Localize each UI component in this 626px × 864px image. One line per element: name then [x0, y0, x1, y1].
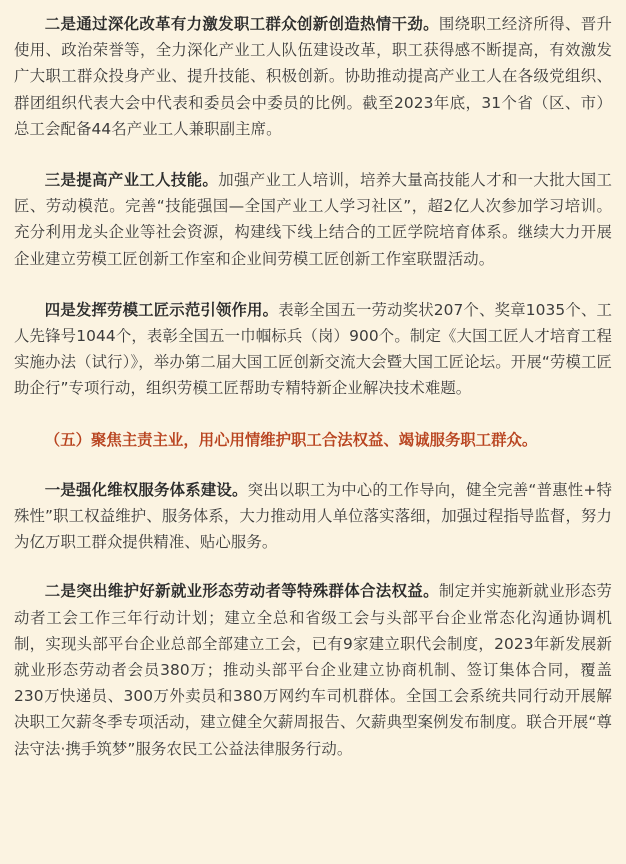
paragraph-body: 制定并实施新就业形态劳动者工会工作三年行动计划；建立全总和省级工会与头部平台企业常态化沟通协调机制，实现头部平台企业总部全部建立工会，已有9家建立职代会制度，2023年新发展新就业形态劳动者会员380万；推动头部平台企业建立协商机制、签订集体合同，覆盖230万快递员、300万外卖员和380万网约车司机群体。全国工会系统共同行动开展解决职工欠薪冬季专项活动，建立健全欠薪周报告、欠薪典型案例发布制度。联合开展“尊法守法·携手筑梦”服务农民工公益法律服务行动。	[14, 582, 612, 758]
paragraph-lead: 二是通过深化改革有力激发职工群众创新创造热情干劲。	[44, 15, 439, 33]
paragraph-lead: 三是提高产业工人技能。	[44, 171, 219, 190]
section-heading: （五）聚焦主责主业，用心用情维护职工合法权益、竭诚服务职工群众。	[44, 430, 538, 449]
paragraph-rights-service-system	[14, 477, 612, 556]
paragraph-lead: 二是突出维护好新就业形态劳动者等特殊群体合法权益。	[44, 582, 439, 601]
paragraph-lead: 四是发挥劳模工匠示范引领作用。	[44, 300, 279, 319]
paragraph-lead: 一是强化维权服务体系建设。	[44, 480, 248, 499]
paragraph-reform-innovation	[14, 11, 612, 142]
paragraph-worker-skills	[14, 167, 612, 272]
paragraph-new-employment-forms	[14, 578, 612, 761]
paragraph-body: 加强产业工人培训，培养大量高技能人才和一大批大国工匠、劳动模范。完善“技能强国—全国产业工人学习社区”，超2亿人次参加学习培训。充分利用龙头企业等社会资源，构建线下线上结合的工匠学院培育体系。继续大力开展企业建立劳模工匠创新工作室和企业间劳模工匠创新工作室联盟活动。	[14, 171, 612, 268]
paragraph-body: 突出以职工为中心的工作导向，健全完善“普惠性+特殊性”职工权益维护、服务体系，大力推动用人单位落实落细，加强过程指导监督，努力为亿万职工群众提供精准、贴心服务。	[14, 480, 612, 552]
paragraph-body: 表彰全国五一劳动奖状207个、奖章1035个、工人先锋号1044个，表彰全国五一巾帼标兵（岗）900个。制定《大国工匠人才培育工程实施办法（试行）》，举办第二届大国工匠创新交流大会暨大国工匠论坛。开展“劳模工匠助企行”专项行动，组织劳模工匠帮助专精特新企业解决技术难题。	[14, 300, 612, 398]
paragraph-body: 围绕职工经济所得、晋升使用、政治荣誉等，全力深化产业工人队伍建设改革，职工获得感不断提高，有效激发广大职工群众投身产业、提升技能、积极创新。协助推动提高产业工人在各级党组织、群团组织代表大会中代表和委员会中委员的比例。截至2023年底，31个省（区、市）总工会配备44名产业工人兼职副主席。	[14, 15, 612, 138]
paragraph-model-workers	[14, 297, 612, 402]
